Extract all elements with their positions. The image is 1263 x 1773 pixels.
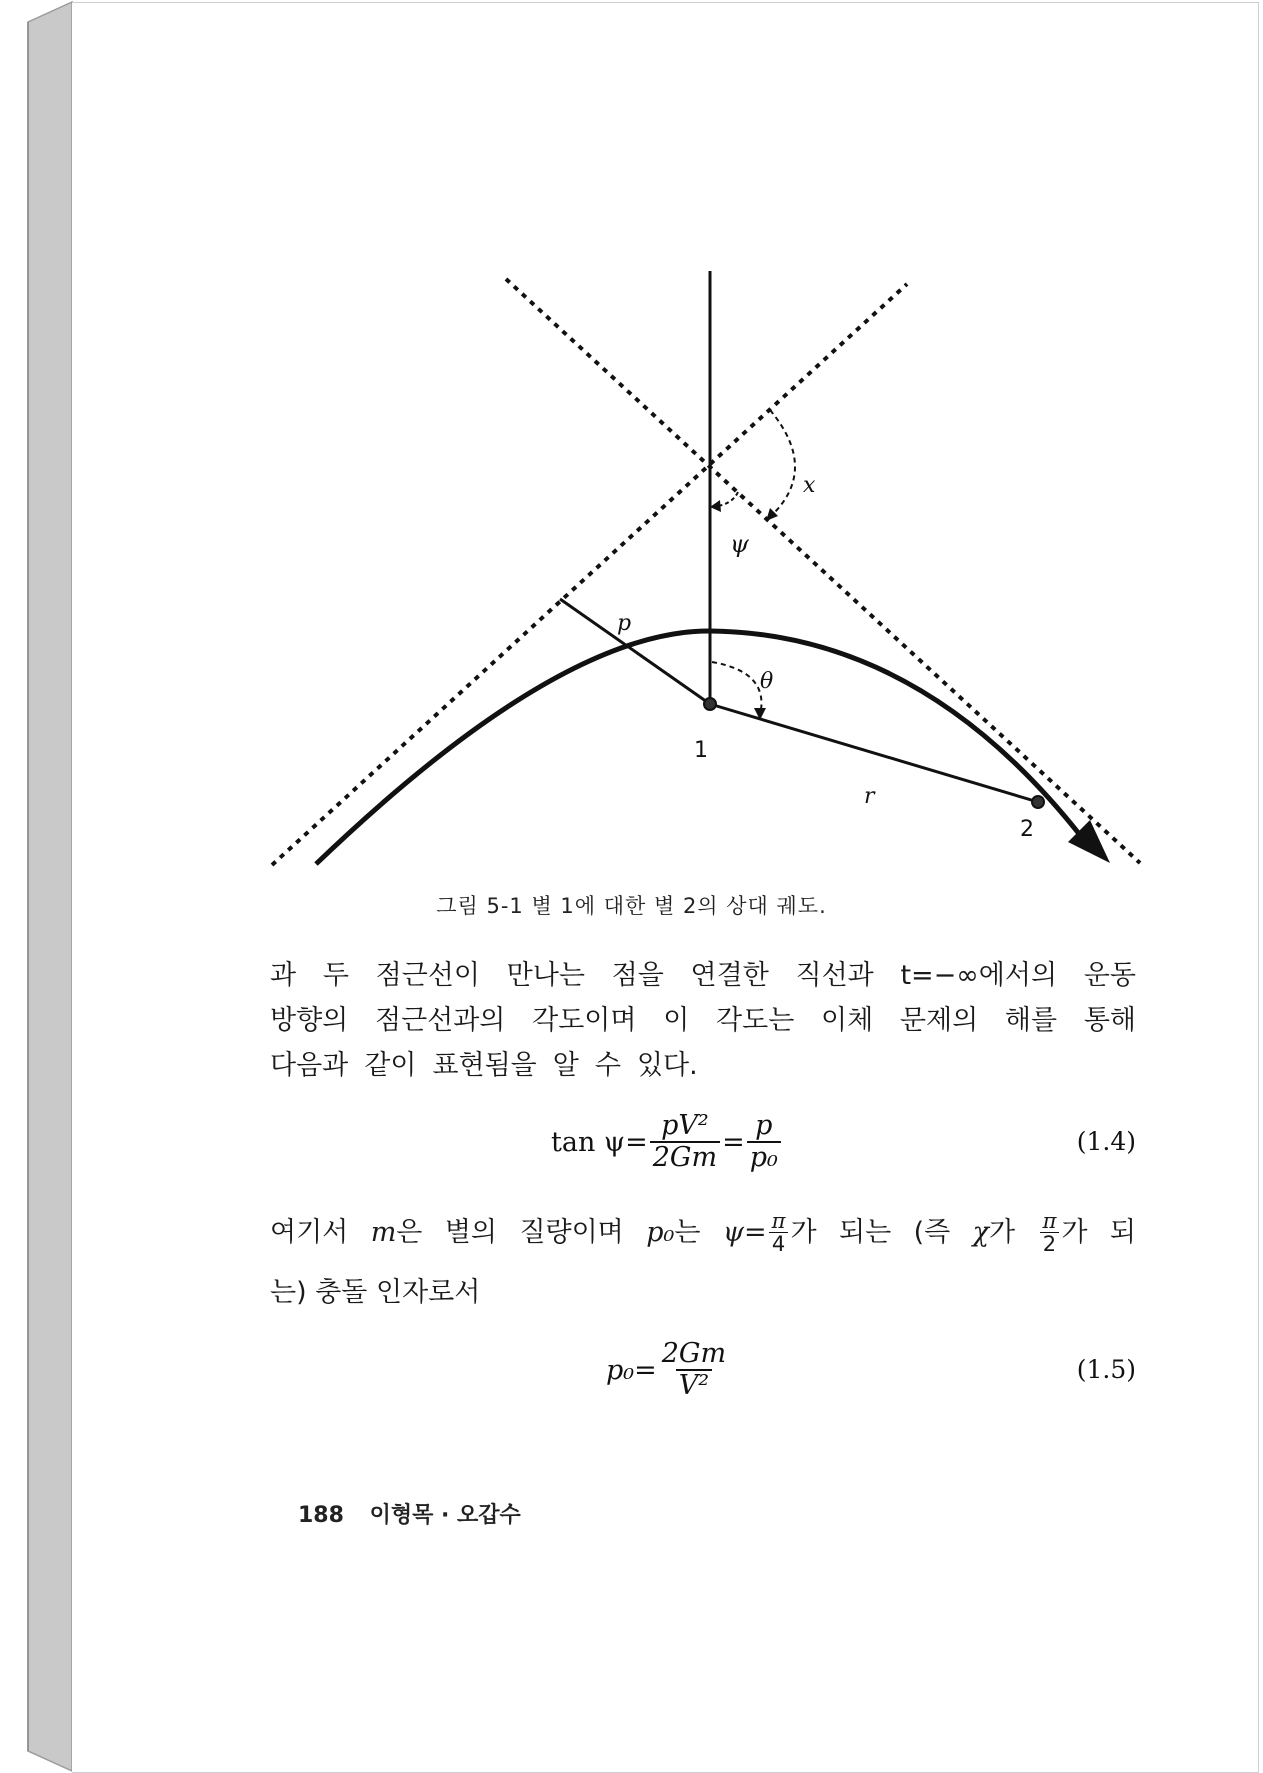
word: 운동 — [1083, 960, 1136, 991]
paragraph-2-line-1 — [270, 1202, 1136, 1262]
word: 되는 — [838, 1216, 892, 1248]
numerator: 2Gm — [661, 1338, 727, 1369]
word: m은 — [370, 1216, 423, 1248]
text-line: 는) 충돌 인자로서 — [270, 1277, 481, 1308]
denominator: p₀ — [747, 1141, 781, 1173]
label-p: p — [617, 611, 632, 636]
denominator: 2Gm — [650, 1141, 720, 1173]
fraction — [747, 1111, 781, 1173]
equation-1-4 — [270, 1102, 1136, 1182]
paragraph-1-line-2 — [270, 998, 1136, 1043]
word: $\frac{\pi}{2}$ 가 — [1038, 1210, 1088, 1255]
denominator: V² — [676, 1369, 712, 1401]
label-psi: ψ — [730, 530, 749, 558]
label-star-2: 2 — [1020, 817, 1034, 842]
word: 만나는 — [506, 960, 585, 991]
psi-arrowhead — [710, 500, 721, 512]
word: 이 — [663, 1005, 690, 1036]
eq-lhs: p₀= — [606, 1354, 657, 1386]
word: 방향의 — [270, 1005, 349, 1036]
word: 표현됨을 — [432, 1050, 537, 1081]
paragraph-2 — [270, 1202, 1136, 1315]
numerator: pV² — [661, 1110, 709, 1141]
asymptote-right — [506, 279, 1140, 863]
word: 연결한 — [690, 960, 769, 991]
word: 되 — [1109, 1216, 1136, 1248]
asymptote-left — [272, 284, 907, 865]
word: 점근선이 — [375, 960, 480, 991]
label-theta: θ — [760, 669, 774, 694]
equation-1-5 — [270, 1330, 1136, 1410]
word: 통해 — [1083, 1005, 1136, 1036]
word: 각도이며 — [532, 1005, 637, 1036]
word: 수 — [594, 1050, 621, 1081]
fraction — [659, 1339, 729, 1401]
numerator: p — [755, 1110, 773, 1141]
paragraph-1-line-1 — [270, 953, 1136, 998]
word: 별의 — [444, 1216, 497, 1248]
word: 이체 — [821, 1005, 874, 1036]
paragraph-1-line-3 — [270, 1043, 1136, 1088]
equation-number: (1.4) — [1076, 1127, 1136, 1156]
equation-number: (1.5) — [1076, 1355, 1136, 1384]
eq-lhs: tan ψ= — [551, 1126, 648, 1158]
word: 직선과 — [795, 960, 874, 991]
figure-caption: 그림 5-1 별 1에 대한 별 2의 상대 궤도. — [436, 894, 827, 918]
word: 과 — [270, 960, 297, 991]
label-star-1: 1 — [694, 738, 708, 763]
word: (즉 — [913, 1216, 951, 1248]
word: t=−∞에서의 — [900, 960, 1058, 991]
word: 다음과 — [270, 1050, 349, 1081]
label-r: r — [864, 784, 875, 809]
authors: 이형목 · 오갑수 — [369, 1503, 521, 1528]
star-1-dot — [704, 698, 716, 710]
eq-sign: = — [722, 1126, 745, 1158]
fraction: $\frac{\pi}{2}$ — [1040, 1210, 1060, 1255]
word: ψ= $\frac{\pi}{4}$ 가 — [722, 1208, 817, 1256]
fraction — [650, 1111, 720, 1173]
word: 질량이며 — [519, 1216, 624, 1248]
page-number: 188 — [298, 1503, 344, 1528]
word: 문제의 — [899, 1005, 979, 1036]
chi-arc — [770, 410, 795, 517]
word: 알 — [552, 1050, 579, 1081]
word: 있다. — [636, 1050, 698, 1081]
paragraph-1 — [270, 953, 1136, 1088]
word: 해를 — [1004, 1005, 1058, 1036]
orbit-figure — [0, 0, 1263, 880]
word: χ가 — [972, 1216, 1016, 1248]
word: 점을 — [611, 960, 664, 991]
word: p₀는 — [646, 1216, 701, 1248]
impact-parameter-line — [560, 599, 710, 704]
word: 여기서 — [270, 1216, 349, 1248]
page-footer — [298, 1498, 521, 1529]
word: 두 — [322, 960, 349, 991]
word: 같이 — [364, 1050, 417, 1081]
word: 점근선과의 — [374, 1005, 506, 1036]
star-2-dot — [1032, 796, 1044, 808]
paragraph-2-line-2 — [270, 1270, 1136, 1315]
fraction: $\frac{\pi}{4}$ — [769, 1210, 789, 1255]
word: 각도는 — [716, 1005, 795, 1036]
label-chi: x — [803, 473, 816, 498]
